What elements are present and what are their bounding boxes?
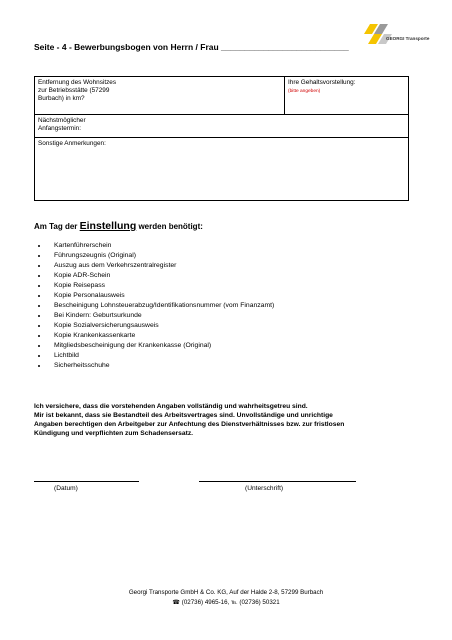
salary-label: Ihre Gehaltsvorstellung: <box>288 79 356 86</box>
list-item: • Kopie Personalausweis <box>48 291 274 301</box>
heading-suffix: werden benötigt: <box>136 222 203 231</box>
declaration-line-1: Ich versichere, dass die vorstehenden Angaben vollständig und wahrheitsgetreu sind. <box>34 403 308 410</box>
footer-address: Georgi Transporte GmbH & Co. KG, Auf der Halde 2-8, 57299 Burbach <box>128 589 324 596</box>
declaration-text <box>34 402 414 438</box>
list-item: • Bei Kindern: Geburtsurkunde <box>48 311 274 321</box>
company-logo <box>362 22 430 46</box>
list-item: • Kopie Reisepass <box>48 281 274 291</box>
list-item: • Kartenführerschein <box>48 241 274 251</box>
logo-wordmark: GEORGI Transporte <box>386 36 430 41</box>
signature-line[interactable] <box>199 481 356 482</box>
date-signature-line[interactable] <box>34 481 139 482</box>
distance-label-line-3: Burbach) in km? <box>38 94 85 102</box>
fax-icon: ℡ <box>231 599 238 606</box>
page-title: Seite - 4 - Bewerbungsbogen von Herrn / Frau ___________________________ <box>34 42 349 52</box>
list-item: • Führungszeugnis (Original) <box>48 251 274 261</box>
heading-prefix: Am Tag der <box>34 222 80 231</box>
salary-cell[interactable] <box>285 77 409 115</box>
start-label-line-2: Anfangstermin: <box>38 124 81 132</box>
list-item: • Bescheinigung Lohnsteuerabzug/Identifikationsnummer (vom Finanzamt) <box>48 301 274 311</box>
list-item: • Sicherheitsschuhe <box>48 361 274 371</box>
distance-cell[interactable] <box>35 77 285 115</box>
logo-mark-icon <box>362 22 422 46</box>
application-form-table <box>34 76 409 201</box>
footer-phone: (02736) 4965-16, <box>181 599 230 606</box>
distance-label-line-1: Entfernung des Wohnsitzes <box>38 79 117 86</box>
date-label: (Datum) <box>54 485 78 492</box>
required-documents-heading <box>34 220 203 232</box>
list-item: • Lichtbild <box>48 351 274 361</box>
list-item: • Kopie Sozialversicherungsausweis <box>48 321 274 331</box>
declaration-line-2: Mir ist bekannt, dass sie Bestandteil des Arbeitsvertrages sind. Unvollständige und unrichtige <box>34 412 333 420</box>
distance-label-line-2: zur Betriebsstätte (57299 <box>38 86 110 94</box>
remarks-label: Sonstige Anmerkungen: <box>38 140 106 147</box>
phone-icon: ☎ <box>172 599 181 606</box>
list-item: • Kopie ADR-Schein <box>48 271 274 281</box>
start-label-line-1: Nächstmöglicher <box>38 117 86 124</box>
declaration-line-4: Kündigung und verpflichten zum Schadensersatz. <box>34 430 194 438</box>
list-item: • Auszug aus dem Verkehrszentralregister <box>48 261 274 271</box>
heading-emphasis: Einstellung <box>79 220 137 232</box>
footer-contact <box>0 599 452 606</box>
signature-label: (Unterschrift) <box>245 485 284 492</box>
salary-hint: (bitte angeben) <box>288 88 321 94</box>
required-documents-list <box>36 241 274 371</box>
declaration-line-3: Angaben berechtigen den Arbeitgeber zur Anfechtung des Dienstverhältnisses bzw. zur fristlosen <box>34 421 345 429</box>
footer-fax: (02736) 50321 <box>239 599 280 606</box>
list-item: • Kopie Krankenkassenkarte <box>48 331 274 341</box>
list-item: • Mitgliedsbescheinigung der Krankenkasse (Original) <box>48 341 274 351</box>
start-date-cell[interactable] <box>35 115 409 138</box>
remarks-cell[interactable] <box>35 138 409 201</box>
